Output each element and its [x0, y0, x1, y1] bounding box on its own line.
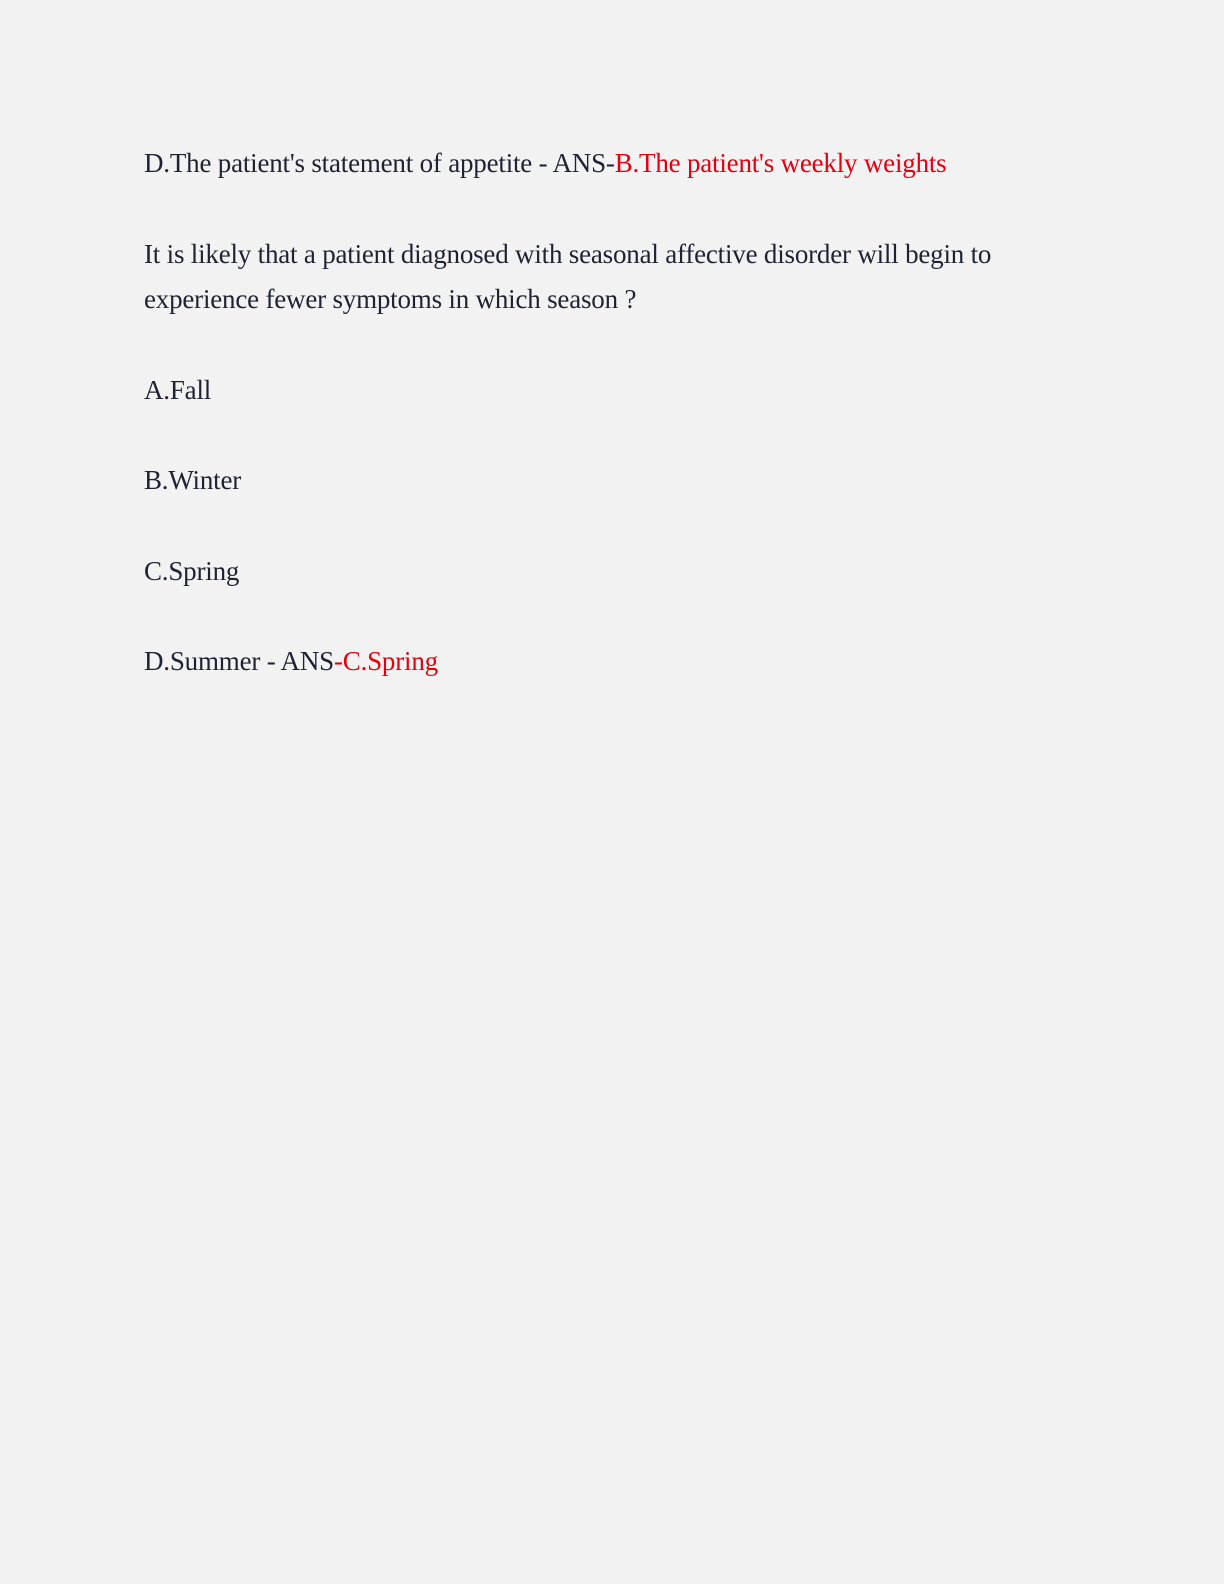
option-b: B.Winter — [144, 465, 242, 495]
option-a: A.Fall — [144, 375, 212, 405]
question-text-line-1: It is likely that a patient diagnosed with seasonal affective disorder will begin to — [144, 239, 992, 269]
option-c: C.Spring — [144, 556, 240, 586]
option-d-text: D.The patient's statement of appetite - ANS- — [144, 148, 615, 178]
question-text-line-2: experience fewer symptoms in which season ? — [144, 284, 637, 314]
answer: -C.Spring — [333, 646, 438, 676]
previous-question-final-option — [144, 145, 946, 181]
option-d-with-answer — [144, 643, 438, 679]
option-d: D.Summer - ANS — [144, 646, 334, 676]
previous-answer: B.The patient's weekly weights — [614, 148, 947, 178]
